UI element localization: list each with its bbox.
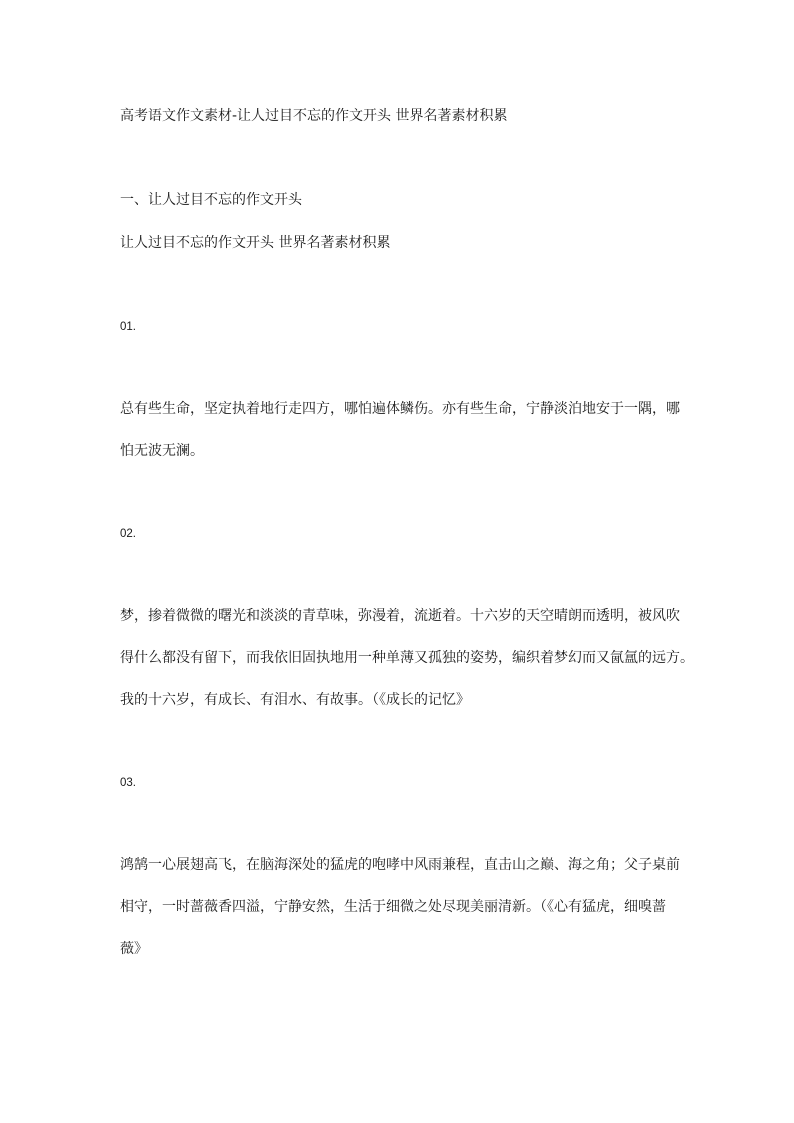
entry-number: 03. (120, 777, 136, 789)
section-heading: 一、让人过目不忘的作文开头 (120, 192, 302, 208)
paragraph-line: 相守，一时蔷薇香四溢，宁静安然，生活于细微之处尽现美丽清新。（《心有猛虎，细嗅蔷 (120, 899, 666, 915)
paragraph-line: 鸿鹄一心展翅高飞，在脑海深处的猛虎的咆哮中风雨兼程，直击山之巅、海之角；父子桌前 (120, 857, 680, 873)
document-title: 高考语文作文素材-让人过目不忘的作文开头 世界名著素材积累 (120, 108, 508, 124)
paragraph-line: 薇》 (120, 941, 148, 957)
paragraph-line: 总有些生命，坚定执着地行走四方，哪怕遍体鳞伤。亦有些生命，宁静淡泊地安于一隅，哪 (120, 401, 680, 417)
paragraph-line: 梦，掺着微微的曙光和淡淡的青草味，弥漫着，流逝着。十六岁的天空晴朗而透明，被风吹 (120, 608, 680, 624)
entry-number: 01. (120, 321, 136, 333)
paragraph-line: 怕无波无澜。 (120, 443, 204, 459)
entry-number: 02. (120, 528, 136, 540)
paragraph-line: 得什么都没有留下，而我依旧固执地用一种单薄又孤独的姿势，编织着梦幻而又氤氲的远方。 (120, 650, 694, 666)
paragraph-line: 我的十六岁，有成长、有泪水、有故事。（《成长的记忆》 (120, 692, 470, 708)
subheading: 让人过目不忘的作文开头 世界名著素材积累 (120, 235, 391, 251)
